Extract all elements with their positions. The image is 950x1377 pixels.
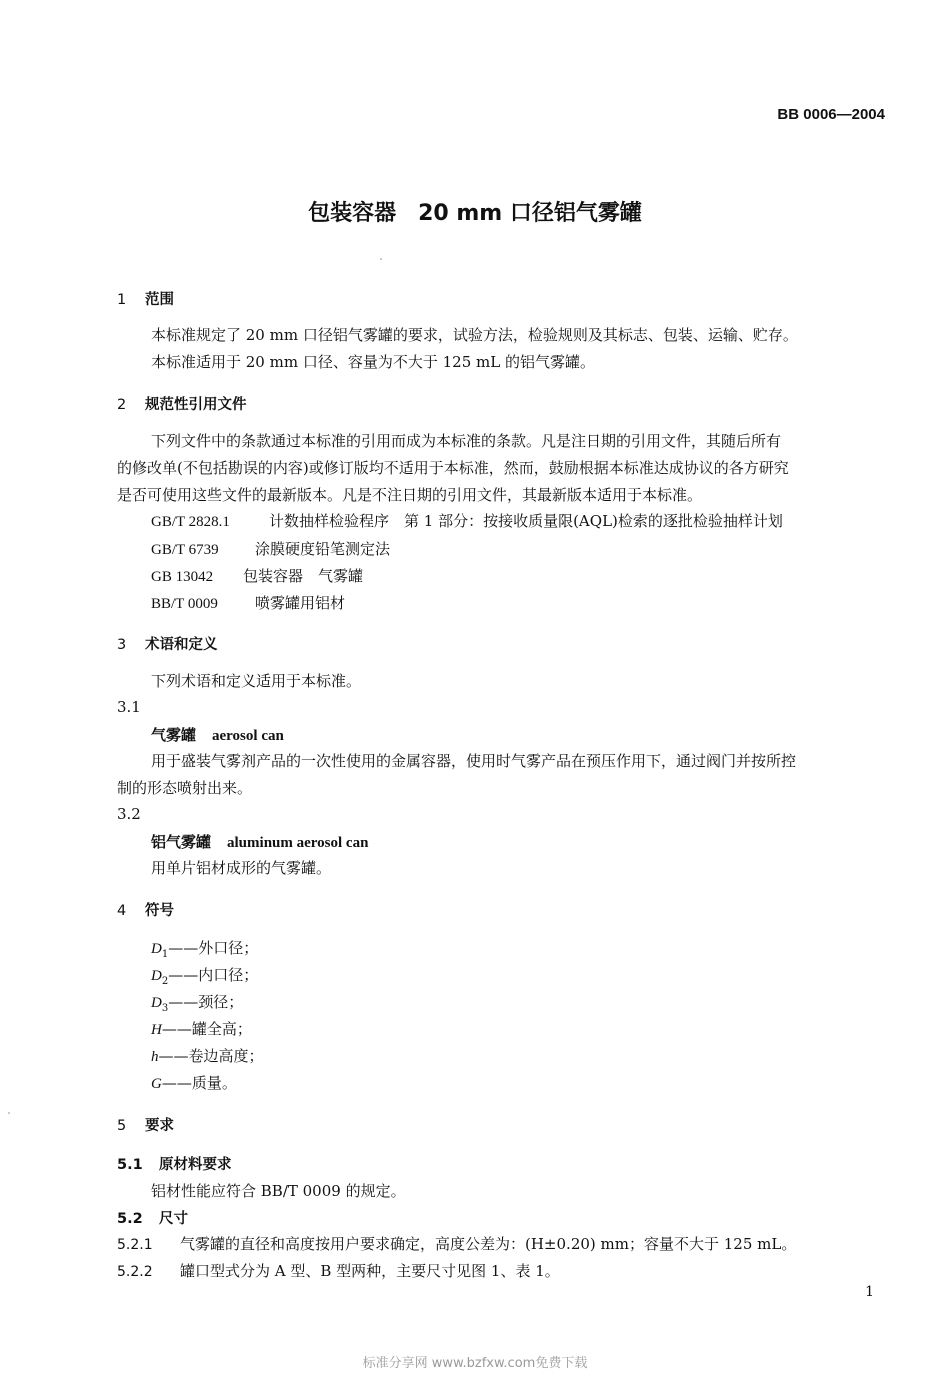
section-number: 4: [117, 903, 127, 919]
symbol-description: ——罐全高；: [161, 1020, 252, 1038]
reference-item: [151, 510, 783, 531]
section-number: 5: [117, 1118, 127, 1134]
page-number: 1: [865, 1284, 874, 1300]
reference-code: BB/T 0009: [151, 596, 218, 612]
paragraph: 铝材性能应符合 BB/T 0009 的规定。: [151, 1182, 406, 1200]
document-title: 包装容器 20 mm 口径铝气雾罐: [308, 201, 642, 226]
symbol-item: [151, 1018, 252, 1039]
section-title: 术语和定义: [145, 637, 218, 653]
paragraph: 下列术语和定义适用于本标准。: [151, 672, 362, 690]
reference-item: [151, 592, 345, 613]
term-english: aerosol can: [212, 728, 284, 744]
term-heading: [151, 831, 368, 852]
reference-title: 计数抽样检验程序 第 1 部分：按接收质量限(AQL)检索的逐批检验抽样计划: [269, 512, 783, 530]
symbol: G: [151, 1076, 162, 1092]
definition: 用单片铝材成形的气雾罐。: [151, 859, 332, 877]
term-chinese: 气雾罐: [151, 726, 197, 744]
clause-text: 罐口型式分为 A 型、B 型两种，主要尺寸见图 1、表 1。: [180, 1262, 560, 1280]
reference-item: [151, 538, 390, 559]
symbol: D: [151, 995, 162, 1011]
paragraph: 本标准适用于 20 mm 口径、容量为不大于 125 mL 的铝气雾罐。: [151, 353, 595, 371]
reference-item: [151, 565, 363, 586]
reference-code: GB 13042: [151, 569, 214, 585]
reference-title: 涂膜硬度铅笔测定法: [255, 540, 391, 558]
symbol-description: ——外口径；: [168, 939, 259, 957]
standard-number: BB 0006—2004: [777, 106, 885, 123]
section-number: 2: [117, 397, 127, 413]
section-4-heading: [117, 899, 174, 920]
paragraph: 下列文件中的条款通过本标准的引用而成为本标准的条款。凡是注日期的引用文件，其随后所有: [151, 432, 782, 450]
clause-5-2-1: [117, 1233, 796, 1254]
symbol-item: [151, 1072, 237, 1093]
section-title: 要求: [145, 1118, 174, 1134]
symbol-subscript: 1: [161, 949, 169, 960]
section-1-heading: [117, 288, 174, 309]
symbol-item: [151, 991, 243, 1014]
symbol-item: [151, 937, 258, 960]
term-english: aluminum aerosol can: [227, 835, 369, 851]
symbol-subscript: 3: [161, 1003, 169, 1014]
subsection-5-2-heading: [117, 1207, 188, 1228]
reference-title: 喷雾罐用铝材: [255, 594, 346, 612]
reference-title: 包装容器 气雾罐: [243, 567, 364, 585]
clause-text: 气雾罐的直径和高度按用户要求确定，高度公差为：(H±0.20) mm；容量不大于 125 mL。: [180, 1235, 797, 1253]
symbol: h: [151, 1049, 159, 1065]
symbol: D: [151, 968, 162, 984]
section-title: 符号: [145, 903, 174, 919]
section-5-heading: [117, 1114, 174, 1135]
paragraph: 本标准规定了 20 mm 口径铝气雾罐的要求，试验方法，检验规则及其标志、包装、运输、贮存。: [151, 326, 798, 344]
term-chinese: 铝气雾罐: [151, 833, 212, 851]
subsection-5-1-heading: [117, 1153, 232, 1174]
symbol-description: ——卷边高度；: [158, 1047, 264, 1065]
reference-code: GB/T 2828.1: [151, 514, 230, 530]
term-number: 3.2: [117, 805, 141, 823]
section-title: 规范性引用文件: [145, 397, 247, 413]
symbol-item: [151, 964, 258, 987]
subsection-number: 5.1: [117, 1157, 143, 1173]
term-number: 3.1: [117, 698, 141, 716]
symbol-item: [151, 1045, 264, 1066]
definition: 制的形态喷射出来。: [117, 779, 253, 797]
reference-code: GB/T 6739: [151, 542, 219, 558]
symbol-description: ——质量。: [161, 1074, 237, 1092]
section-number: 1: [117, 292, 127, 308]
paragraph: 的修改单(不包括勘误的内容)或修订版均不适用于本标准，然而，鼓励根据本标准达成协议的各方研究: [117, 459, 789, 477]
paragraph: 是否可使用这些文件的最新版本。凡是不注日期的引用文件，其最新版本适用于本标准。: [117, 486, 703, 504]
section-title: 范围: [145, 292, 174, 308]
symbol-subscript: 2: [161, 976, 169, 987]
clause-number: 5.2.1: [117, 1237, 153, 1253]
definition: 用于盛装气雾剂产品的一次性使用的金属容器，使用时气雾产品在预压作用下，通过阀门并按所控: [151, 752, 797, 770]
clause-5-2-2: [117, 1260, 560, 1281]
section-3-heading: [117, 633, 218, 654]
clause-number: 5.2.2: [117, 1264, 153, 1280]
watermark-text: 标准分享网 www.bzfxw.com免费下载: [362, 1356, 588, 1371]
scan-speck: [380, 258, 382, 260]
subsection-title: 原材料要求: [159, 1157, 232, 1173]
symbol: D: [151, 941, 162, 957]
subsection-title: 尺寸: [159, 1211, 188, 1227]
symbol-description: ——颈径；: [168, 993, 244, 1011]
symbol: H: [151, 1022, 162, 1038]
term-heading: [151, 724, 284, 745]
subsection-number: 5.2: [117, 1211, 143, 1227]
section-number: 3: [117, 637, 127, 653]
symbol-description: ——内口径；: [168, 966, 259, 984]
section-2-heading: [117, 393, 247, 414]
scan-speck: [8, 1112, 10, 1114]
